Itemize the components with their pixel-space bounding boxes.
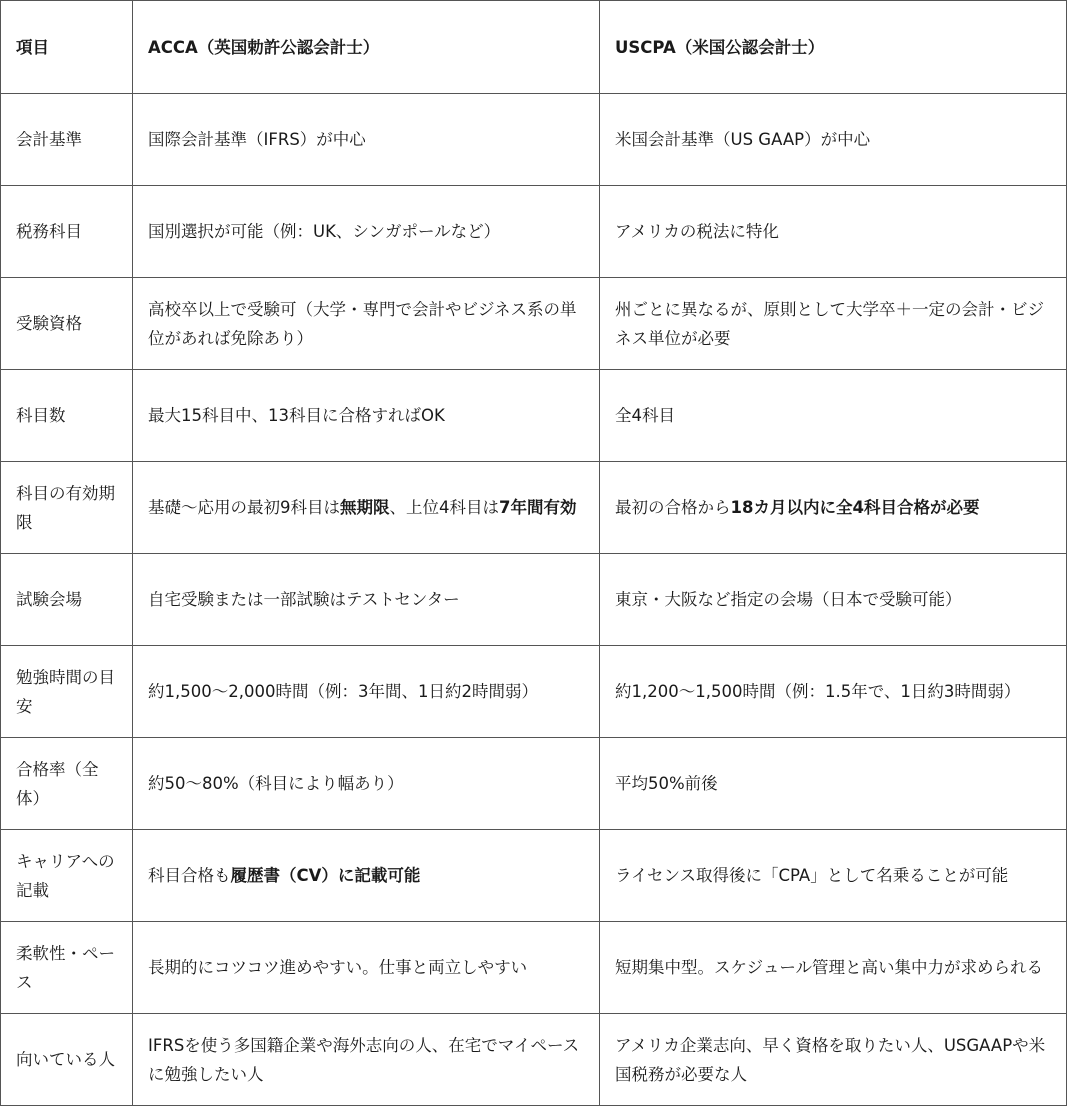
row-label: 科目数 bbox=[1, 370, 133, 462]
row-label: 柔軟性・ペース bbox=[1, 922, 133, 1014]
cell-emphasis: 無期限 bbox=[340, 498, 390, 517]
cell-text: 基礎〜応用の最初9科目は bbox=[148, 498, 340, 517]
row-label: キャリアへの記載 bbox=[1, 830, 133, 922]
acca-cell bbox=[133, 370, 600, 462]
uscpa-cell bbox=[600, 554, 1067, 646]
cell-text: 州ごとに異なるが、原則として大学卒＋一定の会計・ビジネス単位が必要 bbox=[615, 299, 1044, 348]
cell-text: 平均50%前後 bbox=[615, 774, 718, 793]
acca-cell bbox=[133, 738, 600, 830]
row-label: 科目の有効期限 bbox=[1, 462, 133, 554]
row-label: 勉強時間の目安 bbox=[1, 646, 133, 738]
row-label: 試験会場 bbox=[1, 554, 133, 646]
cell-text: 、上位4科目は bbox=[389, 498, 499, 517]
cell-text: 約1,200〜1,500時間（例：1.5年で、1日約3時間弱） bbox=[615, 682, 1021, 701]
table-row bbox=[1, 462, 1067, 554]
row-label: 受験資格 bbox=[1, 278, 133, 370]
cell-text: 高校卒以上で受験可（大学・専門で会計やビジネス系の単位があれば免除あり） bbox=[148, 299, 577, 348]
cell-text: 国際会計基準（IFRS）が中心 bbox=[148, 130, 366, 149]
row-label: 会計基準 bbox=[1, 94, 133, 186]
cell-emphasis: 履歴書（CV）に記載可能 bbox=[230, 866, 421, 885]
cell-text: IFRSを使う多国籍企業や海外志向の人、在宅でマイペースに勉強したい人 bbox=[148, 1035, 580, 1084]
cell-text: 米国会計基準（US GAAP）が中心 bbox=[615, 130, 871, 149]
acca-cell bbox=[133, 1014, 600, 1106]
cell-text: 自宅受験または一部試験はテストセンター bbox=[148, 590, 460, 609]
acca-cell bbox=[133, 830, 600, 922]
cell-emphasis: 7年間有効 bbox=[499, 498, 577, 517]
cell-text: 約1,500〜2,000時間（例：3年間、1日約2時間弱） bbox=[148, 682, 538, 701]
cell-text: アメリカ企業志向、早く資格を取りたい人、USGAAPや米国税務が必要な人 bbox=[615, 1035, 1046, 1084]
table-row bbox=[1, 94, 1067, 186]
table-row bbox=[1, 554, 1067, 646]
table-row bbox=[1, 922, 1067, 1014]
header-uscpa: USCPA（米国公認会計士） bbox=[600, 1, 1067, 94]
acca-cell bbox=[133, 922, 600, 1014]
cell-text: 最大15科目中、13科目に合格すればOK bbox=[148, 406, 445, 425]
table-row bbox=[1, 186, 1067, 278]
uscpa-cell bbox=[600, 646, 1067, 738]
acca-cell bbox=[133, 554, 600, 646]
uscpa-cell bbox=[600, 94, 1067, 186]
acca-cell bbox=[133, 278, 600, 370]
cell-text: アメリカの税法に特化 bbox=[615, 222, 779, 241]
header-row bbox=[1, 1, 1067, 94]
uscpa-cell bbox=[600, 370, 1067, 462]
uscpa-cell bbox=[600, 922, 1067, 1014]
cell-text: 科目合格も bbox=[148, 866, 231, 885]
cell-text: 短期集中型。スケジュール管理と高い集中力が求められる bbox=[615, 958, 1044, 977]
table-row bbox=[1, 1014, 1067, 1106]
header-acca: ACCA（英国勅許公認会計士） bbox=[133, 1, 600, 94]
cell-text: 全4科目 bbox=[615, 406, 675, 425]
header-item: 項目 bbox=[1, 1, 133, 94]
uscpa-cell bbox=[600, 462, 1067, 554]
table-row bbox=[1, 646, 1067, 738]
acca-cell bbox=[133, 94, 600, 186]
table-row bbox=[1, 370, 1067, 462]
row-label: 税務科目 bbox=[1, 186, 133, 278]
table-row bbox=[1, 738, 1067, 830]
cell-emphasis: 18カ月以内に全4科目合格が必要 bbox=[730, 498, 980, 517]
acca-cell bbox=[133, 462, 600, 554]
uscpa-cell bbox=[600, 1014, 1067, 1106]
uscpa-cell bbox=[600, 830, 1067, 922]
cell-text: 最初の合格から bbox=[615, 498, 731, 517]
acca-cell bbox=[133, 186, 600, 278]
table-row bbox=[1, 830, 1067, 922]
cell-text: 国別選択が可能（例：UK、シンガポールなど） bbox=[148, 222, 501, 241]
cell-text: ライセンス取得後に「CPA」として名乗ることが可能 bbox=[615, 866, 1009, 885]
cell-text: 長期的にコツコツ進めやすい。仕事と両立しやすい bbox=[148, 958, 528, 977]
uscpa-cell bbox=[600, 278, 1067, 370]
acca-cell bbox=[133, 646, 600, 738]
uscpa-cell bbox=[600, 186, 1067, 278]
cell-text: 東京・大阪など指定の会場（日本で受験可能） bbox=[615, 590, 962, 609]
uscpa-cell bbox=[600, 738, 1067, 830]
row-label: 合格率（全体） bbox=[1, 738, 133, 830]
cell-text: 約50〜80%（科目により幅あり） bbox=[148, 774, 404, 793]
table-row bbox=[1, 278, 1067, 370]
row-label: 向いている人 bbox=[1, 1014, 133, 1106]
